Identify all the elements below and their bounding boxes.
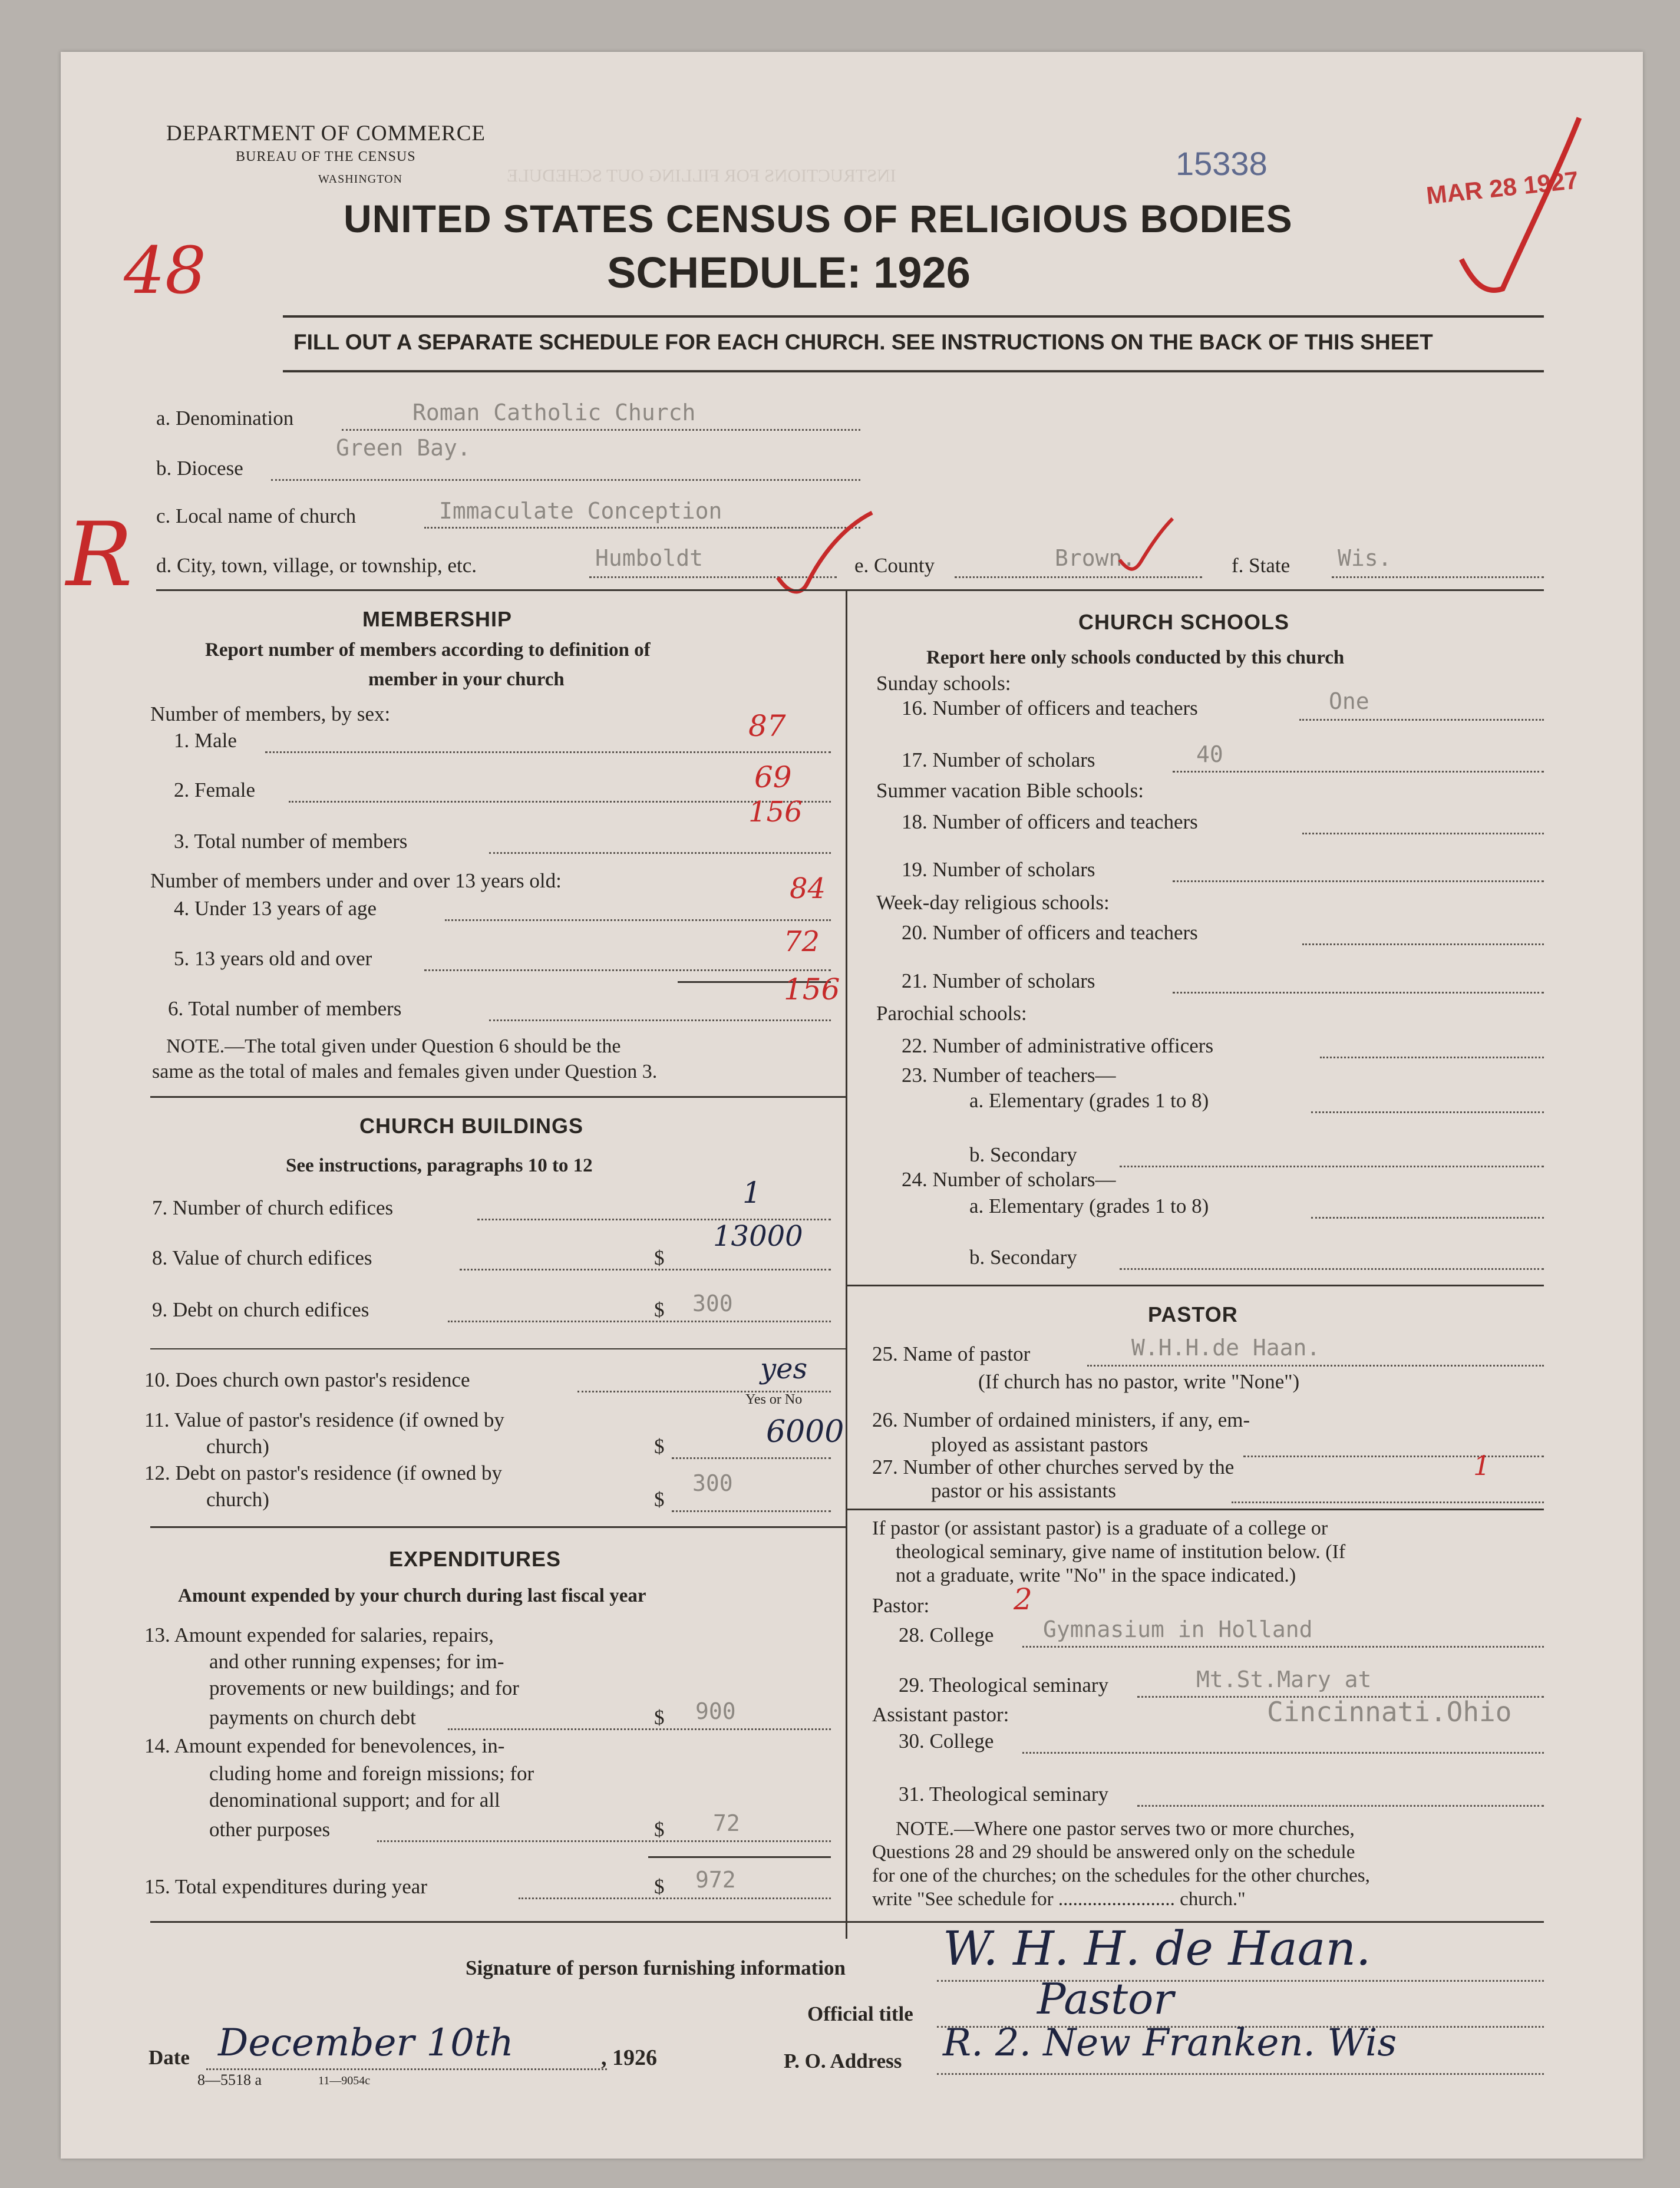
date-label: Date (148, 2046, 190, 2069)
column-divider (846, 589, 847, 1939)
q10-hint: Yes or No (745, 1392, 803, 1407)
q12-label-2: church) (206, 1488, 269, 1511)
file-number-stamp: 15338 (1176, 145, 1268, 182)
q24-label: 24. Number of scholars— (902, 1168, 1116, 1191)
q17-label: 17. Number of scholars (902, 748, 1095, 771)
q16-label: 16. Number of officers and teachers (902, 697, 1198, 720)
margin-letter-r: R (66, 504, 133, 606)
date-line (206, 2068, 607, 2070)
city-label: d. City, town, village, or township, etc. (156, 554, 477, 577)
q14-line-2: cluding home and foreign missions; for (209, 1762, 534, 1785)
q5-line (424, 969, 831, 971)
q15-line (519, 1897, 831, 1899)
q12-dollar: $ (654, 1488, 665, 1511)
q24a-label: a. Elementary (grades 1 to 8) (969, 1194, 1209, 1217)
q21-label: 21. Number of scholars (902, 969, 1095, 992)
q11-line (672, 1457, 831, 1459)
top-section-rule (156, 589, 1544, 591)
q1-value[interactable]: 87 (748, 709, 786, 743)
q24b-line (1120, 1268, 1544, 1270)
q23b-line (1120, 1166, 1544, 1167)
q15-sum-rule (648, 1856, 831, 1858)
signature-value[interactable]: W. H. H. de Haan. (943, 1921, 1371, 1976)
diocese-value[interactable]: Green Bay. (336, 435, 471, 461)
grad-line-3: not a graduate, write "No" in the space indicated.) (896, 1565, 1296, 1586)
q26-label-2: ployed as assistant pastors (931, 1433, 1148, 1456)
q12-line (672, 1510, 831, 1512)
membership-subheading-2: member in your church (368, 669, 565, 690)
q31-label: 31. Theological seminary (899, 1783, 1109, 1806)
membership-note-2: same as the total of males and females given under Question 3. (152, 1061, 658, 1083)
pastor-note-1: NOTE.—Where one pastor serves two or more churches, (896, 1818, 1355, 1840)
q29-value-1[interactable]: Mt.St.Mary at (1196, 1666, 1372, 1692)
weekday-schools-label: Week-day religious schools: (876, 891, 1110, 914)
q24b-label: b. Secondary (969, 1246, 1077, 1269)
membership-rule (150, 1096, 846, 1098)
parochial-schools-label: Parochial schools: (876, 1002, 1027, 1025)
pastor-mark: 2 (1014, 1582, 1032, 1616)
q17-value[interactable]: 40 (1196, 741, 1223, 767)
q13-line-3: provements or new buildings; and for (209, 1677, 519, 1699)
q22-label: 22. Number of administrative officers (902, 1034, 1214, 1057)
received-date-stamp: MAR 28 1927 (1425, 166, 1580, 210)
membership-heading: MEMBERSHIP (362, 607, 513, 631)
q12-label-1: 12. Debt on pastor's residence (if owned by (144, 1461, 502, 1484)
q7-value[interactable]: 1 (742, 1176, 761, 1210)
instructions-rule (283, 370, 1544, 372)
q10-value[interactable]: yes (760, 1352, 808, 1385)
q23-label: 23. Number of teachers— (902, 1064, 1116, 1087)
age-label: Number of members under and over 13 years old: (150, 869, 562, 892)
county-value[interactable]: Brown. (1055, 545, 1136, 571)
q2-value[interactable]: 69 (754, 760, 792, 794)
denomination-value[interactable]: Roman Catholic Church (412, 400, 696, 425)
po-address-label: P. O. Address (784, 2050, 902, 2073)
state-line (1332, 576, 1544, 578)
q25-note: (If church has no pastor, write "None") (978, 1370, 1300, 1393)
q11-value[interactable]: 6000 (766, 1414, 844, 1450)
q25-line (1087, 1365, 1544, 1367)
po-address-value[interactable]: R. 2. New Franken. Wis (943, 2021, 1397, 2065)
q14-value[interactable]: 72 (713, 1810, 740, 1836)
po-address-line (937, 2073, 1544, 2075)
by-sex-label: Number of members, by sex: (150, 702, 391, 725)
header-rule (283, 315, 1544, 318)
red-check-mark (1438, 106, 1591, 306)
pastor-label: Pastor: (872, 1594, 930, 1617)
q2-label: 2. Female (174, 778, 256, 801)
schedule-title: SCHEDULE: 1926 (607, 248, 971, 297)
q31-line (1137, 1805, 1544, 1807)
county-label: e. County (854, 554, 935, 577)
signature-label: Signature of person furnishing information (466, 1956, 846, 1979)
q4-line (445, 919, 831, 921)
diocese-line (271, 479, 860, 481)
q8-label: 8. Value of church edifices (152, 1246, 372, 1269)
q3-value[interactable]: 156 (748, 796, 803, 829)
local-name-label: c. Local name of church (156, 504, 357, 527)
expenditures-subheading: Amount expended by your church during last fiscal year (178, 1585, 646, 1606)
q13-line (448, 1728, 831, 1730)
signature-line (937, 1980, 1544, 1982)
q5-value[interactable]: 72 (784, 925, 820, 958)
q26-label-1: 26. Number of ordained ministers, if any, em- (872, 1408, 1250, 1431)
q13-line-2: and other running expenses; for im- (209, 1650, 504, 1673)
q15-label: 15. Total expenditures during year (144, 1875, 427, 1898)
q14-line-4: other purposes (209, 1818, 331, 1841)
q9-label: 9. Debt on church edifices (152, 1298, 369, 1321)
diocese-label: b. Diocese (156, 457, 243, 480)
bureau-city: WASHINGTON (318, 173, 402, 186)
local-name-value[interactable]: Immaculate Conception (439, 498, 722, 524)
membership-subheading-1: Report number of members according to definition of (205, 639, 651, 661)
pastor-rule (846, 1509, 1544, 1510)
q23b-label: b. Secondary (969, 1143, 1077, 1166)
date-year: , 1926 (601, 2045, 657, 2070)
q25-label: 25. Name of pastor (872, 1342, 1031, 1365)
q5-label: 5. 13 years old and over (174, 947, 372, 970)
q16-value[interactable]: One (1329, 688, 1369, 714)
q12-value[interactable]: 300 (692, 1470, 733, 1496)
summer-schools-label: Summer vacation Bible schools: (876, 779, 1144, 802)
q9-value[interactable]: 300 (692, 1291, 733, 1316)
q9-dollar: $ (654, 1298, 665, 1321)
bureau-name: BUREAU OF THE CENSUS (236, 149, 416, 164)
buildings-heading: CHURCH BUILDINGS (359, 1114, 583, 1138)
q14-line (377, 1840, 831, 1842)
q6-value[interactable]: 156 (784, 972, 840, 1006)
q13-line-4: payments on church debt (209, 1706, 416, 1729)
q17-line (1173, 771, 1544, 773)
q13-value[interactable]: 900 (695, 1698, 736, 1724)
q29-value-2[interactable]: Cincinnati.Ohio (1267, 1696, 1512, 1728)
q1-label: 1. Male (174, 729, 237, 752)
q8-line (460, 1269, 831, 1270)
q22-line (1320, 1057, 1544, 1058)
state-value[interactable]: Wis. (1338, 545, 1392, 571)
department-name: DEPARTMENT OF COMMERCE (166, 121, 486, 146)
q27-line (1232, 1501, 1544, 1503)
q7-label: 7. Number of church edifices (152, 1196, 394, 1219)
q8-value[interactable]: 13000 (713, 1220, 803, 1253)
sunday-schools-label: Sunday schools: (876, 672, 1011, 695)
q28-line (1022, 1646, 1544, 1648)
form-title: UNITED STATES CENSUS OF RELIGIOUS BODIES (344, 197, 1293, 240)
q26-line (1243, 1456, 1544, 1457)
q3-label: 3. Total number of members (174, 830, 408, 853)
pastor-note-2: Questions 28 and 29 should be answered only on the schedule (872, 1842, 1355, 1863)
q19-line (1173, 880, 1544, 882)
q10-label: 10. Does church own pastor's residence (144, 1368, 470, 1391)
q14-line-1: 14. Amount expended for benevolences, in- (144, 1734, 505, 1757)
q11-label-2: church) (206, 1435, 269, 1458)
denomination-label: a. Denomination (156, 407, 294, 430)
q9-line (448, 1321, 831, 1322)
schools-rule (846, 1285, 1544, 1286)
county-check-mark (1114, 513, 1184, 577)
date-value[interactable]: December 10th (218, 2021, 514, 2065)
q28-value[interactable]: Gymnasium in Holland (1043, 1616, 1313, 1642)
buildings-mid-rule (150, 1348, 846, 1349)
pastor-heading: PASTOR (1148, 1302, 1238, 1326)
pastor-note-3: for one of the churches; on the schedules for the other churches, (872, 1865, 1370, 1886)
denomination-line (342, 429, 860, 431)
q15-dollar: $ (654, 1875, 665, 1898)
q23a-line (1311, 1111, 1544, 1113)
q21-line (1173, 992, 1544, 994)
q14-line-3: denominational support; and for all (209, 1788, 500, 1811)
buildings-subheading: See instructions, paragraphs 10 to 12 (286, 1155, 593, 1176)
q28-label: 28. College (899, 1623, 994, 1646)
q27-label-2: pastor or his assistants (931, 1479, 1117, 1502)
instructions-line: FILL OUT A SEPARATE SCHEDULE FOR EACH CHURCH. SEE INSTRUCTIONS ON THE BACK OF THIS SHEET (293, 330, 1433, 354)
q6-label: 6. Total number of members (168, 997, 402, 1020)
q18-line (1302, 833, 1544, 834)
pastor-note-4: write "See schedule for ........................ church." (872, 1889, 1246, 1910)
bleed-through-text: INSTRUCTIONS FOR FILLING OUT SCHEDULE (507, 165, 896, 186)
city-value[interactable]: Humboldt (595, 545, 704, 571)
q13-line-1: 13. Amount expended for salaries, repairs, (144, 1623, 494, 1646)
q13-dollar: $ (654, 1706, 665, 1729)
q14-dollar: $ (654, 1818, 665, 1841)
q15-value[interactable]: 972 (695, 1867, 736, 1893)
q19-label: 19. Number of scholars (902, 858, 1095, 881)
margin-number-48: 48 (124, 233, 206, 308)
schools-subheading: Report here only schools conducted by this church (926, 647, 1345, 668)
q27-label-1: 27. Number of other churches served by the (872, 1456, 1235, 1479)
official-title-label: Official title (807, 2002, 913, 2025)
assistant-pastor-label: Assistant pastor: (872, 1703, 1009, 1726)
q11-label-1: 11. Value of pastor's residence (if owned by (144, 1408, 504, 1431)
expenditures-heading: EXPENDITURES (389, 1547, 562, 1571)
q1-line (265, 751, 831, 753)
grad-line-1: If pastor (or assistant pastor) is a graduate of a college or (872, 1517, 1328, 1539)
q27-value[interactable]: 1 (1473, 1450, 1491, 1481)
q6-line (489, 1019, 831, 1021)
q4-value[interactable]: 84 (790, 872, 826, 905)
census-form-sheet (61, 52, 1643, 2159)
membership-note-1: NOTE.—The total given under Question 6 should be the (166, 1035, 621, 1057)
q4-label: 4. Under 13 years of age (174, 897, 377, 920)
q3-line (489, 852, 831, 854)
schools-heading: CHURCH SCHOOLS (1078, 610, 1290, 634)
state-label: f. State (1232, 554, 1290, 577)
q20-line (1302, 943, 1544, 945)
form-number: 8—5518 a (197, 2071, 262, 2088)
grad-line-2: theological seminary, give name of institution below. (If (896, 1541, 1346, 1563)
q30-label: 30. College (899, 1730, 994, 1753)
q23a-label: a. Elementary (grades 1 to 8) (969, 1089, 1209, 1112)
q25-value[interactable]: W.H.H.de Haan. (1131, 1335, 1321, 1361)
q20-label: 20. Number of officers and teachers (902, 921, 1198, 944)
q16-line (1299, 719, 1544, 721)
q29-label: 29. Theological seminary (899, 1674, 1109, 1697)
q8-dollar: $ (654, 1246, 665, 1269)
buildings-rule (150, 1526, 846, 1528)
q30-line (1022, 1752, 1544, 1754)
q18-label: 18. Number of officers and teachers (902, 810, 1198, 833)
official-title-value[interactable]: Pastor (1037, 1974, 1174, 2024)
q11-dollar: $ (654, 1435, 665, 1458)
q24a-line (1311, 1217, 1544, 1219)
print-number: 11—9054c (318, 2074, 371, 2087)
